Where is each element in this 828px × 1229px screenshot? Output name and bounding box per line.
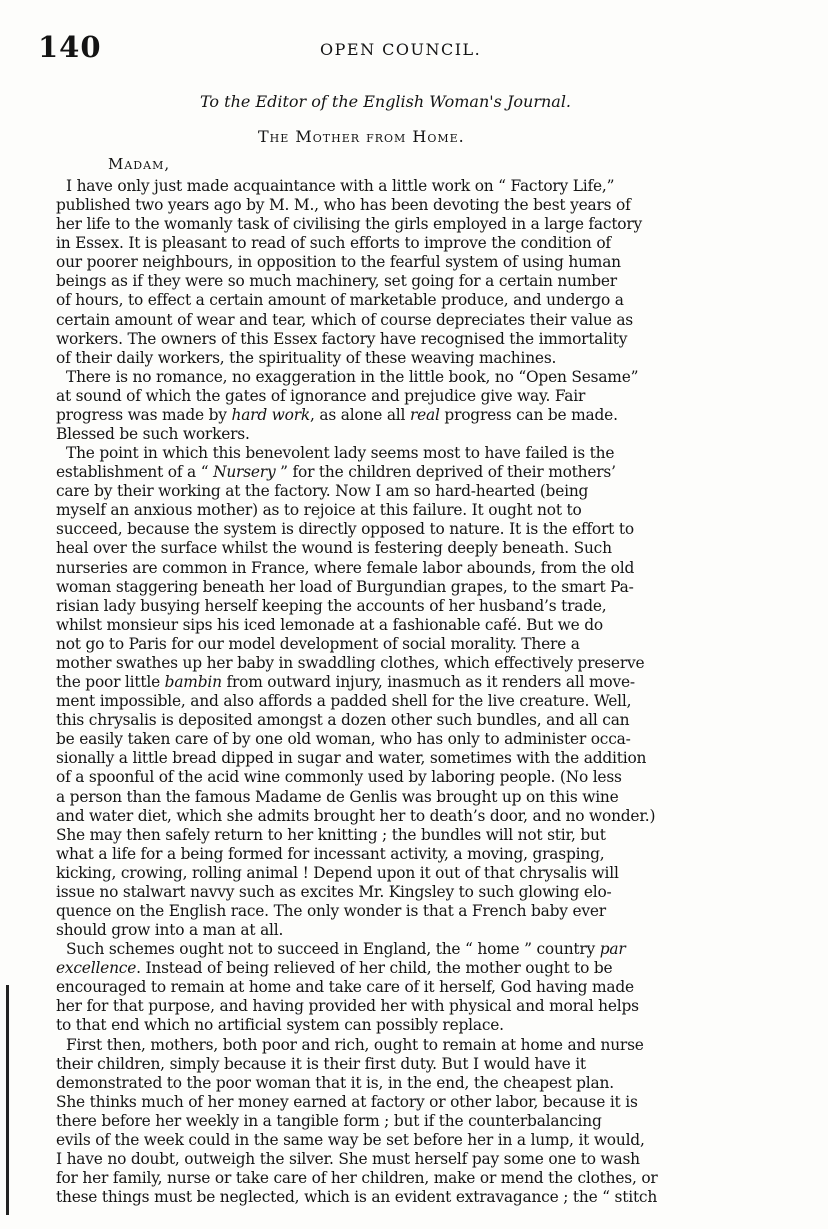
letter-body — [56, 177, 770, 1207]
text-line: beings as if they were so much machinery, set going for a certain number — [56, 272, 617, 291]
text-line: of hours, to effect a certain amount of marketable produce, and undergo a — [56, 291, 624, 310]
text-line: There is no romance, no exaggeration in the little book, no “Open Sesame” — [66, 367, 639, 386]
text-line: The point in which this benevolent lady seems most to have failed is the — [66, 444, 615, 463]
text-line: these things must be neglected, which is an evident extravagance ; the “ stitch — [56, 1188, 658, 1207]
text-line: establishment of a “ Nursery ” for the children deprived of their mothers’ — [56, 463, 616, 482]
text-line: what a life for a being formed for incessant activity, a moving, grasping, — [56, 844, 605, 863]
text-line: of their daily workers, the spirituality of these weaving machines. — [56, 348, 557, 367]
running-head: OPEN COUNCIL. — [320, 40, 482, 59]
text-line: her life to the womanly task of civilising the girls employed in a large factory — [56, 215, 643, 234]
text-line: in Essex. It is pleasant to read of such efforts to improve the condition of — [56, 234, 611, 253]
text-line: Blessed be such workers. — [56, 425, 250, 444]
text-line: the poor little bambin from outward injury, inasmuch as it renders all move- — [56, 673, 635, 692]
text-line: be easily taken care of by one old woman, who has only to administer occa- — [56, 730, 631, 749]
text-line: demonstrated to the poor woman that it is, in the end, the cheapest plan. — [56, 1073, 614, 1092]
text-line: succeed, because the system is directly opposed to nature. It is the effort to — [56, 520, 634, 539]
text-line: issue no stalwart navvy such as excites Mr. Kingsley to such glowing elo- — [56, 882, 612, 901]
page-header — [38, 30, 778, 62]
text-line: She may then safely return to her knitting ; the bundles will not stir, but — [56, 825, 606, 844]
text-line: to that end which no artificial system can possibly replace. — [56, 1016, 504, 1035]
text-line: woman staggering beneath her load of Burgundian grapes, to the smart Pa- — [56, 577, 634, 596]
text-line: nurseries are common in France, where female labor abounds, from the old — [56, 558, 635, 577]
text-line: excellence. Instead of being relieved of her child, the mother ought to be — [56, 959, 613, 978]
text-line: of a spoonful of the acid wine commonly used by laboring people. (No less — [56, 768, 622, 787]
text-line: workers. The owners of this Essex factory have recognised the immortality — [56, 329, 628, 348]
text-line: kicking, crowing, rolling animal ! Depend upon it out of that chrysalis will — [56, 863, 619, 882]
text-line: certain amount of wear and tear, which of course depreciates their value as — [56, 310, 633, 329]
text-line: her for that purpose, and having provided her with physical and moral helps — [56, 997, 639, 1016]
text-line: I have no doubt, outweigh the silver. She must herself pay some one to wash — [56, 1149, 640, 1168]
text-line: care by their working at the factory. Now I am so hard-hearted (being — [56, 482, 589, 501]
text-line: published two years ago by M. M., who has been devoting the best years of — [56, 196, 631, 215]
text-line: our poorer neighbours, in opposition to the fearful system of using human — [56, 253, 621, 272]
text-line: there before her weekly in a tangible form ; but if the counterbalancing — [56, 1111, 602, 1130]
text-line: should grow into a man at all. — [56, 921, 284, 940]
text-line: a person than the famous Madame de Genlis was brought up on this wine — [56, 787, 619, 806]
margin-rule — [6, 985, 9, 1215]
text-line: heal over the surface whilst the wound is festering deeply beneath. Such — [56, 539, 612, 558]
text-line: and water diet, which she admits brought her to death’s door, and no wonder.) — [56, 806, 656, 825]
text-line: Such schemes ought not to succeed in England, the “ home ” country par — [66, 940, 626, 959]
text-line: quence on the English race. The only wonder is that a French baby ever — [56, 901, 606, 920]
text-line: not go to Paris for our model development of social morality. There a — [56, 634, 580, 653]
text-line: progress was made by hard work, as alone all real progress can be made. — [56, 405, 618, 424]
text-line: for her family, nurse or take care of her children, make or mend the clothes, or — [56, 1169, 658, 1188]
article-title: The Mother from Home. — [258, 127, 465, 146]
text-line: She thinks much of her money earned at factory or other labor, because it is — [56, 1092, 638, 1111]
text-line: their children, simply because it is their first duty. But I would have it — [56, 1054, 586, 1073]
text-line: mother swathes up her baby in swaddling clothes, which effectively preserve — [56, 653, 645, 672]
text-line: encouraged to remain at home and take care of it herself, God having made — [56, 978, 634, 997]
text-line: risian lady busying herself keeping the accounts of her husband’s trade, — [56, 596, 607, 615]
text-line: sionally a little bread dipped in sugar and water, sometimes with the addition — [56, 749, 647, 768]
text-line: ment impossible, and also affords a padded shell for the live creature. Well, — [56, 692, 632, 711]
text-line: this chrysalis is deposited amongst a dozen other such bundles, and all can — [56, 711, 630, 730]
text-line: First then, mothers, both poor and rich, ought to remain at home and nurse — [66, 1035, 644, 1054]
text-line: at sound of which the gates of ignorance and prejudice give way. Fair — [56, 386, 586, 405]
text-line: myself an anxious mother) as to rejoice at this failure. It ought not to — [56, 501, 582, 520]
text-line: whilst monsieur sips his iced lemonade at a fashionable café. But we do — [56, 615, 603, 634]
salutation: Madam, — [108, 155, 171, 173]
page-number: 140 — [38, 30, 102, 64]
text-line: I have only just made acquaintance with a little work on “ Factory Life,” — [66, 177, 615, 195]
text-line: evils of the week could in the same way be set before her in a lump, it would, — [56, 1130, 645, 1149]
editor-address: To the Editor of the English Woman's Journal. — [200, 92, 572, 111]
